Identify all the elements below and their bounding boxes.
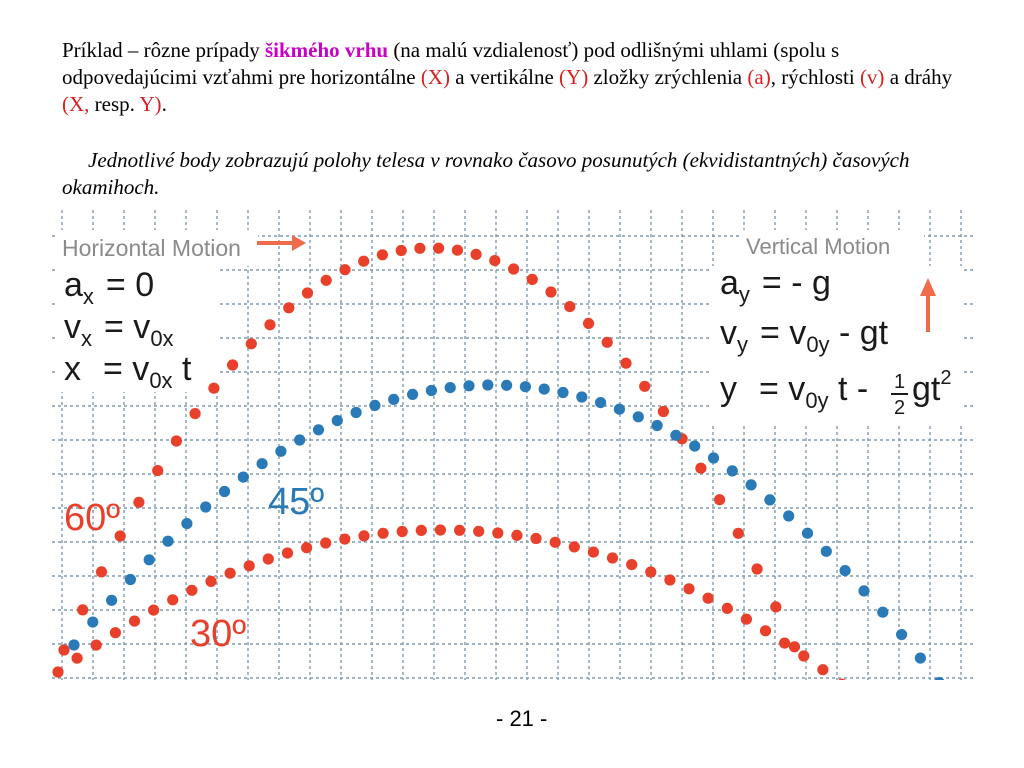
- trajectory-30-point: [397, 526, 408, 537]
- term-oblique-throw: šikmého vrhu: [264, 38, 389, 62]
- trajectory-60-point: [770, 601, 781, 612]
- trajectory-60-point: [227, 359, 238, 370]
- trajectory-30-point: [664, 574, 675, 585]
- trajectory-30-point: [263, 553, 274, 564]
- trajectory-60-point: [321, 275, 332, 286]
- trajectory-45-point: [896, 629, 907, 640]
- trajectory-45-point: [557, 387, 568, 398]
- symbol-y2: Y): [139, 92, 162, 116]
- angle-label-60: 60º: [64, 497, 121, 539]
- trajectory-45-point: [840, 565, 851, 576]
- trajectory-45-point: [313, 424, 324, 435]
- trajectory-60-point: [789, 641, 800, 652]
- trajectory-30-point: [72, 653, 83, 664]
- trajectory-45-point: [162, 536, 173, 547]
- eq-vx: $v_x = v_{0x}$: [64, 308, 174, 351]
- trajectory-45-point: [520, 381, 531, 392]
- eq-x: $x = v_{0x}$ t: [64, 350, 192, 393]
- trajectory-30-point: [205, 576, 216, 587]
- trajectory-45-point: [482, 379, 493, 390]
- horizontal-motion-title: Horizontal Motion: [62, 235, 241, 261]
- trajectory-30-point: [282, 547, 293, 558]
- eq-vy: $v_y = v_{0y}$ - gt: [720, 314, 889, 357]
- trajectory-45-point: [87, 617, 98, 628]
- trajectory-30-point: [301, 542, 312, 553]
- trajectory-45-point: [238, 472, 249, 483]
- trajectory-45-point: [764, 494, 775, 505]
- trajectory-45-point: [915, 653, 926, 664]
- trajectory-45-point: [821, 546, 832, 557]
- trajectory-60-point: [152, 465, 163, 476]
- trajectory-45-point: [633, 411, 644, 422]
- eq-ay: $a_y$ = - g: [720, 264, 831, 307]
- trajectory-60-point: [602, 337, 613, 348]
- trajectory-60-point: [377, 249, 388, 260]
- trajectory-30-point: [626, 559, 637, 570]
- trajectory-45-point: [332, 415, 343, 426]
- trajectory-60-point: [433, 243, 444, 254]
- trajectory-30-point: [588, 547, 599, 558]
- trajectory-45-point: [614, 404, 625, 415]
- trajectory-60-point: [77, 604, 88, 615]
- trajectory-60-point: [545, 286, 556, 297]
- trajectory-30-point: [339, 534, 350, 545]
- trajectory-60-point: [714, 494, 725, 505]
- eq-y: $y = v_{0y}$ t -: [720, 370, 869, 413]
- trajectory-45-point: [407, 389, 418, 400]
- trajectory-60-point: [527, 274, 538, 285]
- trajectory-30-point: [378, 528, 389, 539]
- trajectory-30-point: [110, 627, 121, 638]
- page-number: - 21 -: [496, 706, 548, 731]
- trajectory-45-point: [275, 446, 286, 457]
- trajectory-45-point: [257, 458, 268, 469]
- trajectory-45-point: [501, 380, 512, 391]
- trajectory-30-point: [798, 650, 809, 661]
- trajectory-30-point: [320, 537, 331, 548]
- intro-text: resp.: [89, 92, 140, 116]
- trajectory-60-point: [96, 566, 107, 577]
- trajectory-30-point: [741, 614, 752, 625]
- trajectory-45-point: [463, 380, 474, 391]
- note-paragraph: [62, 147, 962, 201]
- symbol-a: (a): [747, 65, 771, 89]
- trajectory-45-point: [200, 501, 211, 512]
- trajectory-60-point: [396, 245, 407, 256]
- trajectory-60-point: [639, 381, 650, 392]
- intro-text: a vertikálne: [450, 65, 560, 89]
- trajectory-60-point: [583, 318, 594, 329]
- trajectory-30-point: [148, 605, 159, 616]
- trajectory-60-point: [564, 301, 575, 312]
- trajectory-30-point: [244, 560, 255, 571]
- eq-y-tail: $gt^2$: [912, 367, 952, 408]
- trajectory-30-point: [454, 525, 465, 536]
- trajectory-30-point: [683, 583, 694, 594]
- eq-ax: $a_x = 0$: [64, 266, 155, 309]
- fraction-numerator: 1: [894, 371, 906, 393]
- trajectory-45-point: [144, 554, 155, 565]
- trajectory-30-point: [530, 533, 541, 544]
- trajectory-30-point: [492, 527, 503, 538]
- trajectory-30-point: [129, 616, 140, 627]
- symbol-x2: (X,: [62, 92, 90, 116]
- trajectory-45-point: [858, 585, 869, 596]
- trajectory-30-point: [569, 541, 580, 552]
- trajectory-45-point: [181, 518, 192, 529]
- angle-label-45: 45º: [268, 481, 325, 523]
- trajectory-45-point: [746, 479, 757, 490]
- trajectory-45-point: [294, 434, 305, 445]
- symbol-v: (v): [859, 65, 885, 89]
- trajectory-45-point: [576, 391, 587, 402]
- trajectory-45-point: [68, 639, 79, 650]
- trajectory-45-point: [802, 528, 813, 539]
- vertical-motion-title: Vertical Motion: [746, 234, 891, 259]
- trajectory-30-point: [435, 524, 446, 535]
- trajectory-45-point: [727, 465, 738, 476]
- trajectory-45-point: [106, 595, 117, 606]
- fraction-denominator: 2: [894, 397, 906, 419]
- trajectory-60-point: [208, 383, 219, 394]
- note-text: Jednotlivé body zobrazujú polohy telesa v rovnako časovo posunutých (ekvidistantných) časových okamihoch.: [62, 148, 910, 199]
- trajectory-30-point: [817, 664, 828, 675]
- trajectory-30-point: [186, 585, 197, 596]
- trajectory-30-point: [225, 568, 236, 579]
- trajectory-45-point: [351, 407, 362, 418]
- trajectory-45-point: [652, 420, 663, 431]
- projectile-motion-figure: [52, 210, 973, 680]
- trajectory-30-point: [607, 552, 618, 563]
- trajectory-30-point: [416, 525, 427, 536]
- trajectory-30-point: [473, 526, 484, 537]
- trajectory-30-point: [167, 594, 178, 605]
- trajectory-30-point: [779, 638, 790, 649]
- trajectory-30-point: [550, 537, 561, 548]
- trajectory-60-point: [339, 264, 350, 275]
- trajectory-60-point: [264, 319, 275, 330]
- intro-text: a dráhy: [884, 65, 953, 89]
- trajectory-30-point: [52, 666, 63, 677]
- intro-text: zložky zrýchlenia: [588, 65, 748, 89]
- trajectory-45-point: [369, 400, 380, 411]
- trajectory-45-point: [877, 607, 888, 618]
- trajectory-45-point: [539, 384, 550, 395]
- trajectory-45-point: [219, 486, 230, 497]
- symbol-y: (Y): [559, 65, 589, 89]
- trajectory-45-point: [670, 430, 681, 441]
- intro-text: , rýchlosti: [770, 65, 860, 89]
- trajectory-30-point: [645, 566, 656, 577]
- trajectory-60-point: [246, 338, 257, 349]
- trajectory-30-point: [91, 640, 102, 651]
- trajectory-60-point: [658, 406, 669, 417]
- intro-paragraph: [62, 37, 962, 118]
- trajectory-60-point: [752, 563, 763, 574]
- symbol-x: (X): [420, 65, 451, 89]
- trajectory-30-point: [703, 593, 714, 604]
- trajectory-60-point: [508, 263, 519, 274]
- trajectory-60-point: [133, 497, 144, 508]
- trajectory-60-point: [733, 528, 744, 539]
- trajectory-30-point: [511, 530, 522, 541]
- angle-label-30: 30º: [190, 613, 247, 655]
- trajectory-45-point: [445, 382, 456, 393]
- trajectory-45-point: [783, 510, 794, 521]
- trajectory-60-point: [620, 358, 631, 369]
- trajectory-30-point: [358, 530, 369, 541]
- trajectory-60-point: [302, 287, 313, 298]
- trajectory-60-point: [190, 408, 201, 419]
- trajectory-45-point: [595, 397, 606, 408]
- trajectory-60-point: [471, 249, 482, 260]
- trajectory-45-point: [125, 574, 136, 585]
- trajectory-60-point: [358, 256, 369, 267]
- trajectory-45-point: [689, 441, 700, 452]
- trajectory-60-point: [58, 644, 69, 655]
- intro-text: .: [161, 92, 167, 116]
- trajectory-60-point: [452, 245, 463, 256]
- trajectory-45-point: [388, 394, 399, 405]
- trajectory-60-point: [695, 463, 706, 474]
- intro-text: Príklad – rôzne prípady: [62, 38, 265, 62]
- trajectory-45-point: [426, 385, 437, 396]
- trajectory-60-point: [283, 302, 294, 313]
- trajectory-30-point: [722, 603, 733, 614]
- intro-text: (na malú vzdialenosť) pod odlišnými uhlami (spolu s odpovedajúcimi vzťahmi pre horizontálne: [62, 38, 840, 89]
- trajectory-30-point: [760, 625, 771, 636]
- trajectory-60-point: [171, 435, 182, 446]
- trajectory-60-point: [489, 255, 500, 266]
- trajectory-45-point: [708, 452, 719, 463]
- trajectory-60-point: [414, 243, 425, 254]
